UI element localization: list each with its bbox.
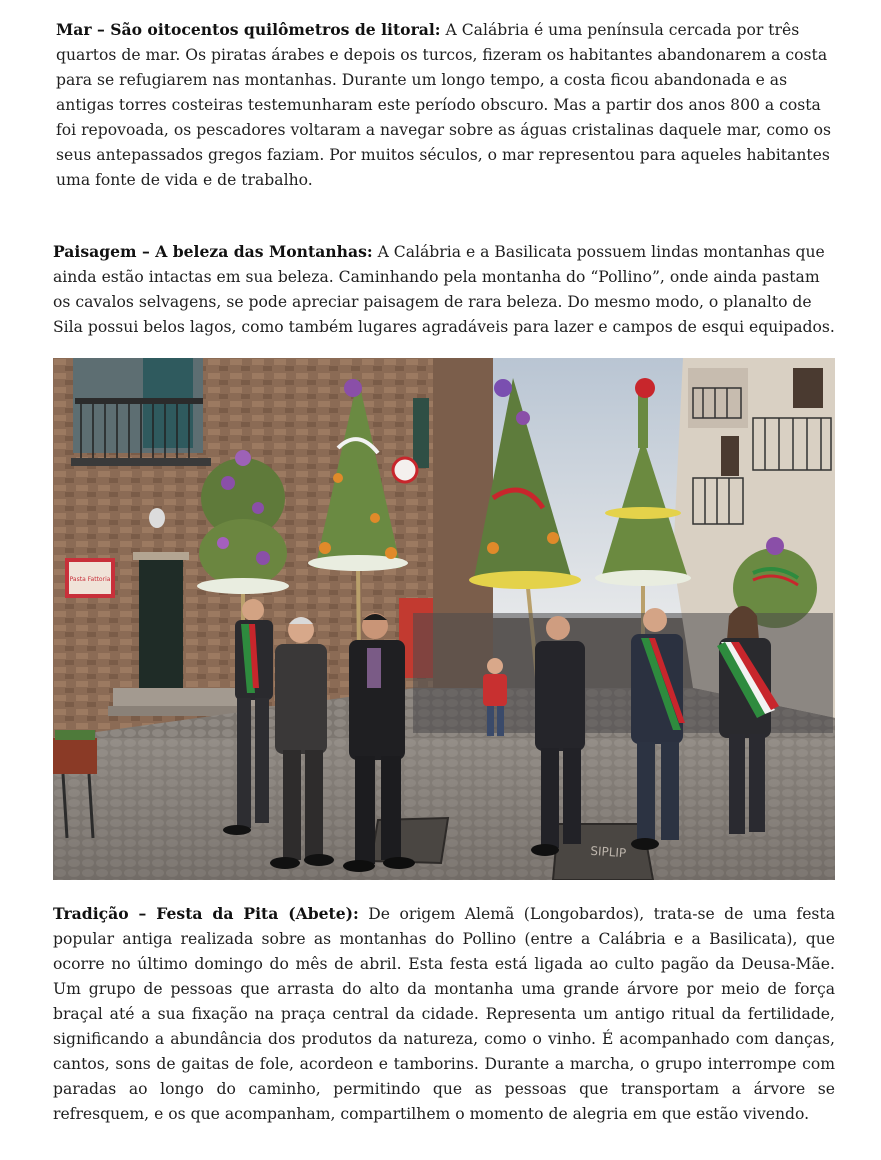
section-mar: [56, 17, 836, 193]
section-tradicao-body: De origem Alemã (Longobardos), trata-se de uma festa popular antiga realizada sobre as montanhas do Pollino (entre a Calábria e a Basilicata), que ocorre no último domingo do mês de abril. Esta festa está ligada ao culto pagão da Deusa-Mãe. Um grupo de pessoas que arrasta do alto da montanha uma grande árvore por meio de força braçal até a sua fixação na praça central da cidade. Representa um antigo ritual da fertilidade, significando a abundância dos produtos da natureza, como o vinho. É acompanhado com danças, cantos, sons de gaitas de fole, acordeon e tamborins. Durante a marcha, o grupo interrompe com paradas ao longo do caminho, permitindo que as pessoas que transportam a árvore se refresquem, e os que acompanham, compartilhem o momento de alegria em que estão vivendo.: [53, 905, 835, 1123]
festival-photo: [53, 358, 835, 880]
manhole-text: SIPLIP: [589, 843, 627, 861]
shop-sign-text: Pasta Fattoria: [69, 576, 111, 583]
section-tradicao: [53, 901, 835, 1127]
festival-photo-illustration: [53, 358, 835, 880]
section-mar-heading: Mar – São oitocentos quilômetros de litoral:: [56, 20, 441, 39]
section-paisagem: [53, 239, 835, 340]
section-paisagem-heading: Paisagem – A beleza das Montanhas:: [53, 242, 373, 261]
section-paisagem-body: A Calábria e a Basilicata possuem lindas montanhas que ainda estão intactas em sua beleza. Caminhando pela montanha do “Pollino”, onde ainda pastam os cavalos selvagens, se pode apreciar paisagem de rara beleza. Do mesmo modo, o planalto de Sila possui belos lagos, como também lugares agradáveis para lazer e campos de esqui equipados.: [53, 243, 835, 336]
section-mar-body: A Calábria é uma península cercada por três quartos de mar. Os piratas árabes e depois os turcos, fizeram os habitantes abandonarem a costa para se refugiarem nas montanhas. Durante um longo tempo, a costa ficou abandonada e as antigas torres costeiras testemunharam este período obscuro. Mas a partir dos anos 800 a costa foi repovoada, os pescadores voltaram a navegar sobre as águas cristalinas daquele mar, como os seus antepassados gregos faziam. Por muitos séculos, o mar representou para aqueles habitantes uma fonte de vida e de trabalho.: [56, 21, 831, 189]
section-tradicao-heading: Tradição – Festa da Pita (Abete):: [53, 904, 359, 923]
